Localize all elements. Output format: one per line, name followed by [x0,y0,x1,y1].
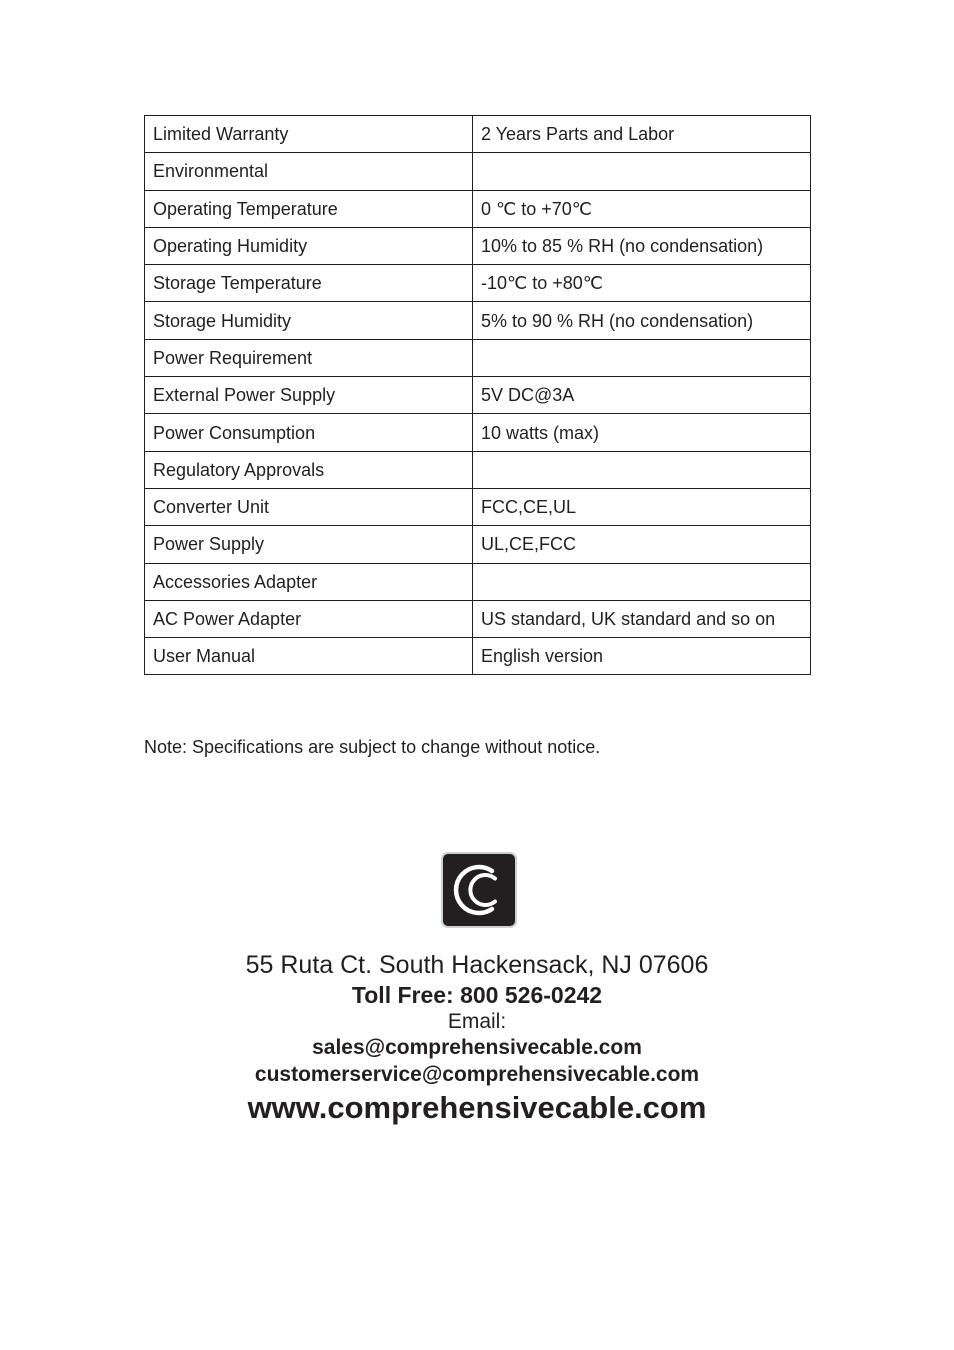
table-row [145,526,811,563]
spec-label: AC Power Adapter [145,600,473,637]
table-row [145,488,811,525]
specifications-note: Note: Specifications are subject to change without notice. [144,737,601,757]
spec-value [473,153,811,190]
spec-label: Power Supply [145,526,473,563]
website-link[interactable]: www.comprehensivecable.com [247,1090,707,1125]
spec-label: Storage Temperature [145,265,473,302]
toll-free-number: Toll Free: 800 526-0242 [351,982,603,1008]
spec-label: Operating Humidity [145,227,473,264]
spec-label: Accessories Adapter [145,563,473,600]
spec-label: Environmental [145,153,473,190]
spec-value: 10 watts (max) [473,414,811,451]
spec-label: Regulatory Approvals [145,451,473,488]
spec-value: -10℃ to +80℃ [473,265,811,302]
spec-value: 5% to 90 % RH (no condensation) [473,302,811,339]
email-label: Email: [447,1010,507,1033]
table-row [145,265,811,302]
table-row [145,302,811,339]
spec-value: FCC,CE,UL [473,488,811,525]
spec-value: US standard, UK standard and so on [473,600,811,637]
company-address: 55 Ruta Ct. South Hackensack, NJ 07606 [245,951,709,979]
spec-value: 5V DC@3A [473,377,811,414]
spec-label: Limited Warranty [145,116,473,153]
spec-label: Power Requirement [145,339,473,376]
specifications-table [144,115,811,675]
table-row [145,116,811,153]
company-logo [441,852,517,928]
table-row [145,190,811,227]
spec-label: Converter Unit [145,488,473,525]
spec-label: Storage Humidity [145,302,473,339]
customer-service-email-link[interactable]: customerservice@comprehensivecable.com [254,1063,700,1086]
spec-value [473,451,811,488]
spec-value [473,563,811,600]
table-row [145,153,811,190]
sales-email-link[interactable]: sales@comprehensivecable.com [312,1036,642,1059]
table-row [145,414,811,451]
table-row [145,563,811,600]
spec-label: Operating Temperature [145,190,473,227]
spec-value [473,339,811,376]
table-row [145,339,811,376]
table-row [145,377,811,414]
specifications-table-body [145,116,811,675]
spec-value: English version [473,638,811,675]
table-row [145,227,811,264]
spec-value: 10% to 85 % RH (no condensation) [473,227,811,264]
comprehensive-c-logo-icon [443,854,515,926]
spec-value: UL,CE,FCC [473,526,811,563]
spec-label: External Power Supply [145,377,473,414]
spec-value: 2 Years Parts and Labor [473,116,811,153]
table-row [145,451,811,488]
table-row [145,600,811,637]
table-row [145,638,811,675]
spec-label: User Manual [145,638,473,675]
spec-value: 0 ℃ to +70℃ [473,190,811,227]
spec-label: Power Consumption [145,414,473,451]
